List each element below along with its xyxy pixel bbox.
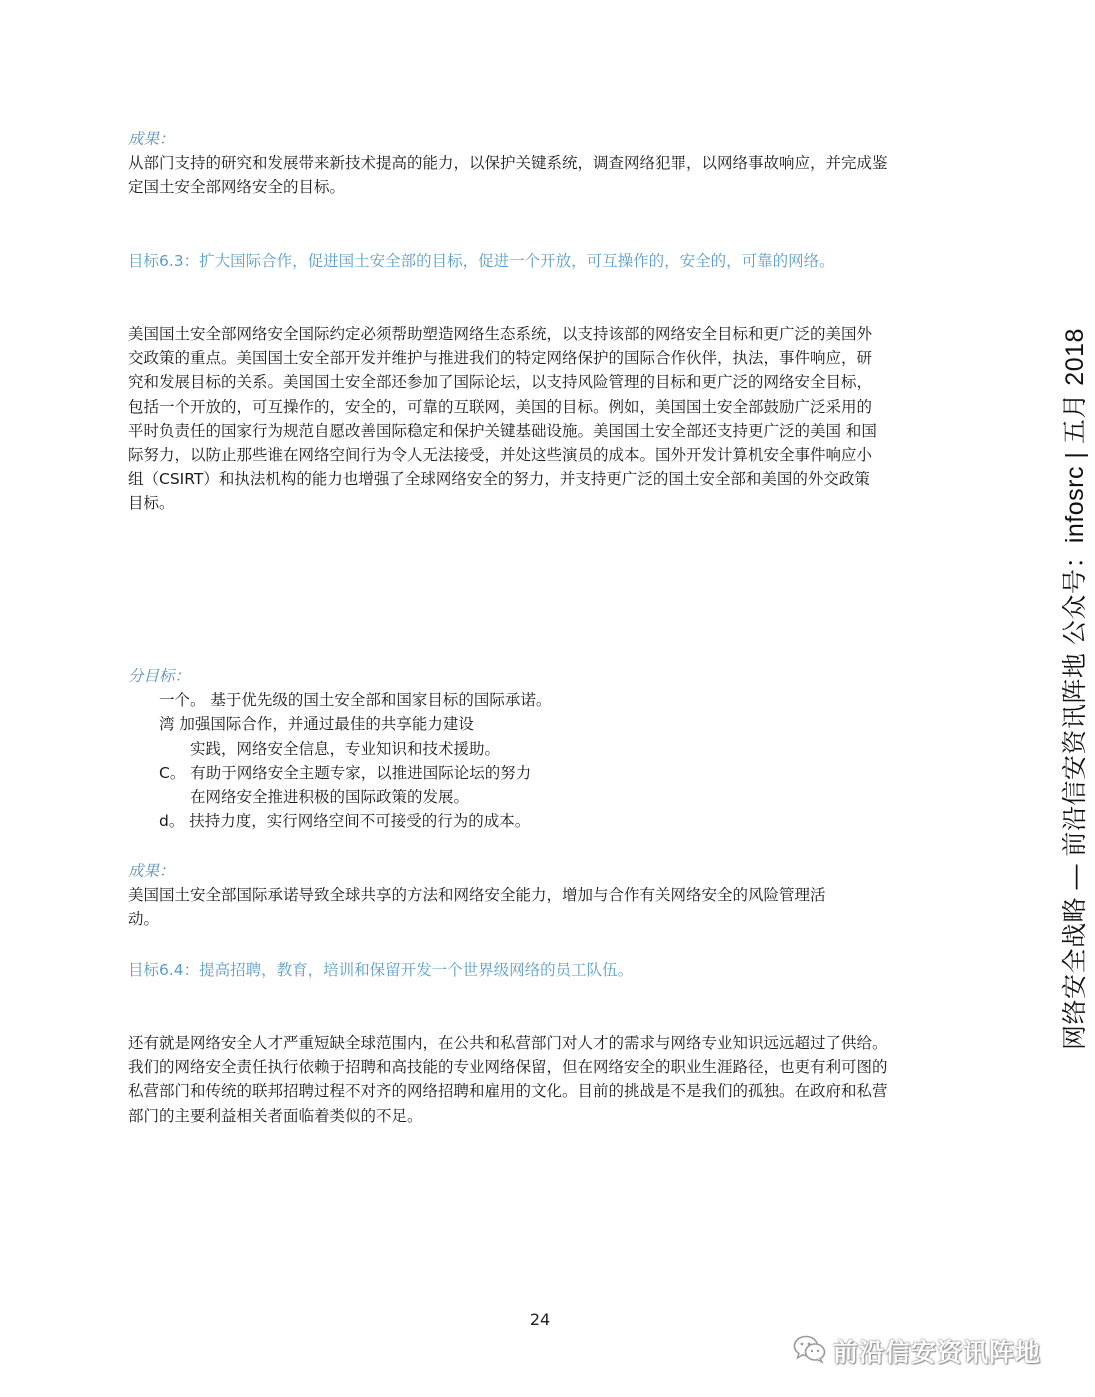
outcome-label: 成果： — [128, 130, 175, 148]
paragraph-line: 包括一个开放的，可互操作的，安全的，可靠的互联网，美国的目标。例如，美国国土安全部鼓励广泛采用的 — [128, 397, 873, 416]
subgoal-item: C。 有助于网络安全主题专家，以推进国际论坛的努力 — [159, 763, 532, 782]
paragraph-line: 私营部门和传统的联邦招聘过程不对齐的网络招聘和雇用的文化。目前的挑战是不是我们的孤独。在政府和私营 — [128, 1082, 888, 1101]
goal-6-3-title: 目标6.3：扩大国际合作，促进国土安全部的目标，促进一个开放，可互操作的，安全的，可靠的网络。 — [128, 252, 835, 270]
subgoals-section — [128, 664, 978, 833]
vertical-sidebar-title: 网络安全战略 — 前沿信安资讯阵地 公众号：infosrc | 五月 2018 — [1061, 328, 1089, 1050]
paragraph-line: 交政策的重点。美国国土安全部开发并维护与推进我们的特定网络保护的国际合作伙伴，执法，事件响应，研 — [128, 349, 873, 368]
watermark — [793, 1333, 1041, 1369]
outcome-section-2 — [128, 859, 978, 932]
paragraph-line: 组（CSIRT）和执法机构的能力也增强了全球网络安全的努力，并支持更广泛的国土安全部和美国的外交政策 — [128, 470, 870, 489]
paragraph-line: 际努力，以防止那些谁在网络空间行为令人无法接受，并处这些演员的成本。国外开发计算机安全事件响应小 — [128, 446, 873, 465]
goal-6-4-heading — [128, 958, 978, 982]
paragraph-line: 还有就是网络安全人才严重短缺全球范围内，在公共和私营部门对人才的需求与网络专业知识远远超过了供给。 — [128, 1034, 888, 1052]
subgoal-item-continuation: 在网络安全推进积极的国际政策的发展。 — [190, 788, 470, 807]
paragraph-line: 美国国土安全部网络安全国际约定必须帮助塑造网络生态系统，以支持该部的网络安全目标和更广泛的美国外 — [128, 325, 873, 343]
goal-6-4-title: 目标6.4：提高招聘，教育，培训和保留开发一个世界级网络的员工队伍。 — [128, 961, 634, 979]
subgoal-item-continuation: 实践，网络安全信息，专业知识和技术援助。 — [190, 739, 501, 758]
watermark-text: 前沿信安资讯阵地 — [833, 1338, 1042, 1367]
outcome-section-1 — [128, 127, 978, 200]
paragraph-line: 部门的主要利益相关者面临着类似的不足。 — [128, 1106, 423, 1125]
wechat-icon — [793, 1334, 827, 1368]
goal-6-3-paragraph — [128, 322, 978, 516]
paragraph-line: 究和发展目标的关系。美国国土安全部还参加了国际论坛，以支持风险管理的目标和更广泛的网络安全目标， — [128, 373, 873, 392]
page-number: 24 — [529, 1310, 551, 1329]
paragraph-line: 平时负责任的国家行为规范自愿改善国际稳定和保护关键基础设施。美国国土安全部还支持更广泛的美国 和国 — [128, 421, 877, 440]
paragraph-line: 目标。 — [128, 494, 175, 513]
subgoal-item: 湾 加强国际合作，并通过最佳的共享能力建设 — [159, 715, 474, 734]
subgoals-label: 分目标： — [128, 667, 191, 685]
outcome-line: 定国土安全部网络安全的目标。 — [128, 178, 346, 197]
outcome-line: 美国国土安全部国际承诺导致全球共享的方法和网络安全能力，增加与合作有关网络安全的风险管理活 — [128, 886, 826, 905]
goal-6-3-heading — [128, 249, 978, 273]
goal-6-4-paragraph — [128, 1031, 978, 1128]
paragraph-line: 我们的网络安全责任执行依赖于招聘和高技能的专业网络保留，但在网络安全的职业生涯路径，也更有利可图的 — [128, 1058, 888, 1077]
subgoal-item: 一个。 基于优先级的国土安全部和国家目标的国际承诺。 — [159, 691, 552, 710]
subgoal-item: d。 扶持力度，实行网络空间不可接受的行为的成本。 — [159, 812, 531, 831]
outcome-line: 动。 — [128, 910, 160, 929]
outcome-label: 成果： — [128, 862, 175, 880]
outcome-line: 从部门支持的研究和发展带来新技术提高的能力，以保护关键系统，调查网络犯罪，以网络事故响应，并完成鉴 — [128, 154, 888, 173]
